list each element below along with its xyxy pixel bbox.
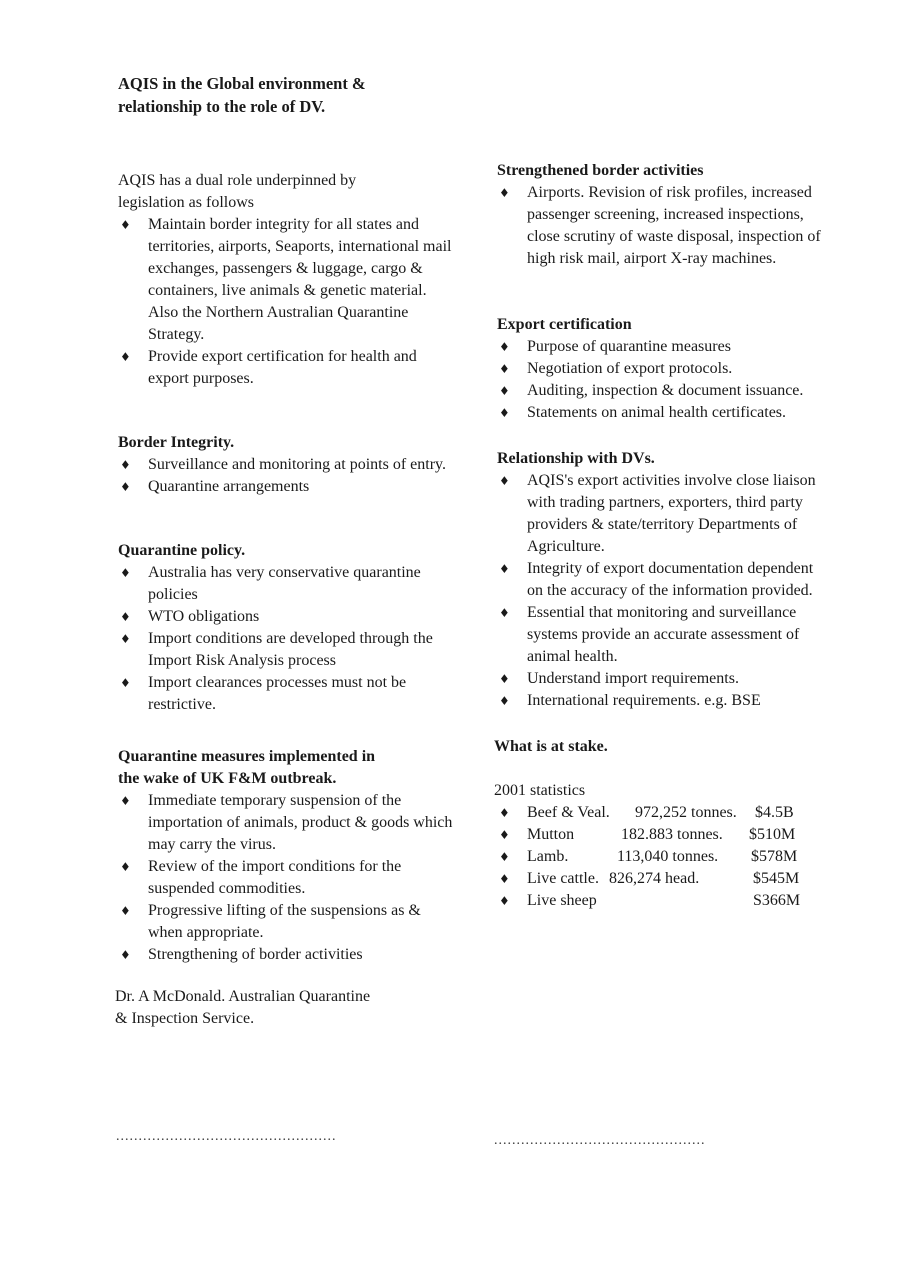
stat-row (497, 824, 827, 846)
stat-amount: 182.883 tonnes. (621, 826, 723, 843)
intro-text (118, 170, 453, 214)
section-heading-strengthened-border: Strengthened border activities (497, 162, 704, 179)
title-line-2: relationship to the role of DV. (118, 97, 326, 116)
section-heading-border-integrity: Border Integrity. (118, 434, 235, 451)
statistics-list (497, 802, 827, 912)
relationship-dvs-list (497, 470, 827, 712)
list-item: ♦ Negotiation of export protocols. (497, 358, 827, 380)
right-column (494, 160, 827, 912)
list-item: ♦ Australia has very conservative quarantine policies (118, 562, 453, 606)
document-title (118, 72, 453, 118)
section-heading-what-is-at-stake: What is at stake. (494, 738, 608, 755)
stat-row (497, 846, 827, 868)
author-line-2: & Inspection Service. (115, 1010, 255, 1027)
stat-row (497, 802, 827, 824)
title-line-1: AQIS in the Global environment & (118, 74, 366, 93)
list-item: ♦ Quarantine arrangements (118, 476, 453, 498)
intro-line-2: legislation as follows (118, 194, 254, 211)
stat-item: ♦ Live cattle. (527, 870, 599, 887)
list-item: ♦ Surveillance and monitoring at points of entry. (118, 454, 453, 476)
quarantine-measures-list (118, 790, 453, 966)
list-item: ♦ Provide export certification for health and export purposes. (118, 346, 453, 390)
stat-value: $4.5B (755, 804, 794, 821)
stat-value: $510M (749, 826, 796, 843)
stat-amount: 826,274 head. (609, 870, 700, 887)
stat-value: $545M (753, 870, 800, 887)
stat-item: ♦ Mutton (527, 826, 575, 843)
list-item: ♦ Strengthening of border activities (118, 944, 453, 966)
left-dotted-rule: ................................................. (116, 1129, 337, 1144)
author-credit (115, 986, 453, 1030)
quarantine-policy-list (118, 562, 453, 716)
list-item: ♦ Maintain border integrity for all states and territories, airports, Seaports, international mail exchanges, passengers & luggage, cargo & containers, live animals & genetic material. Also the Northern Australian Quarantine Strategy. (118, 214, 453, 346)
right-dotted-rule: ............................................... (494, 1133, 706, 1148)
measures-heading-line-1: Quarantine measures implemented in (118, 748, 376, 765)
stat-item: ♦ Lamb. (527, 848, 569, 865)
border-integrity-list (118, 454, 453, 498)
section-heading-export-certification: Export certification (497, 316, 632, 333)
list-item: ♦ AQIS's export activities involve close liaison with trading partners, exporters, third party providers & state/territory Departments of Agriculture. (497, 470, 827, 558)
list-item: ♦ Progressive lifting of the suspensions as & when appropriate. (118, 900, 453, 944)
author-line-1: Dr. A McDonald. Australian Quarantine (115, 988, 371, 1005)
stat-amount: 972,252 tonnes. (635, 804, 737, 821)
intro-line-1: AQIS has a dual role underpinned by (118, 172, 357, 189)
section-heading-quarantine-measures (118, 746, 453, 790)
stat-item: ♦ Beef & Veal. (527, 804, 610, 821)
stat-item: ♦ Live sheep (527, 892, 597, 909)
left-column (115, 72, 453, 1030)
export-certification-list (497, 336, 827, 424)
list-item: ♦ Statements on animal health certificates. (497, 402, 827, 424)
list-item: ♦ Immediate temporary suspension of the importation of animals, product & goods which may carry the virus. (118, 790, 453, 856)
stat-value: S366M (753, 892, 801, 909)
list-item: ♦ Integrity of export documentation dependent on the accuracy of the information provided. (497, 558, 827, 602)
list-item: ♦ Review of the import conditions for the suspended commodities. (118, 856, 453, 900)
stat-row (497, 868, 827, 890)
intro-list (118, 214, 453, 390)
statistics-label: 2001 statistics (494, 782, 586, 799)
stat-amount: 113,040 tonnes. (617, 848, 719, 865)
list-item: ♦ Purpose of quarantine measures (497, 336, 827, 358)
list-item: ♦ Auditing, inspection & document issuance. (497, 380, 827, 402)
stat-row (497, 890, 827, 912)
section-heading-relationship-dvs: Relationship with DVs. (497, 450, 655, 467)
list-item: ♦ International requirements. e.g. BSE (497, 690, 827, 712)
list-item: ♦ Essential that monitoring and surveillance systems provide an accurate assessment of animal health. (497, 602, 827, 668)
section-heading-quarantine-policy: Quarantine policy. (118, 542, 246, 559)
stat-value: $578M (751, 848, 798, 865)
list-item: ♦ Airports. Revision of risk profiles, increased passenger screening, increased inspections, close scrutiny of waste disposal, inspection of high risk mail, airport X-ray machines. (497, 182, 827, 270)
strengthened-border-list (497, 182, 827, 270)
list-item: ♦ Import clearances processes must not be restrictive. (118, 672, 453, 716)
measures-heading-line-2: the wake of UK F&M outbreak. (118, 770, 337, 787)
list-item: ♦ Understand import requirements. (497, 668, 827, 690)
list-item: ♦ Import conditions are developed through the Import Risk Analysis process (118, 628, 453, 672)
list-item: ♦ WTO obligations (118, 606, 453, 628)
